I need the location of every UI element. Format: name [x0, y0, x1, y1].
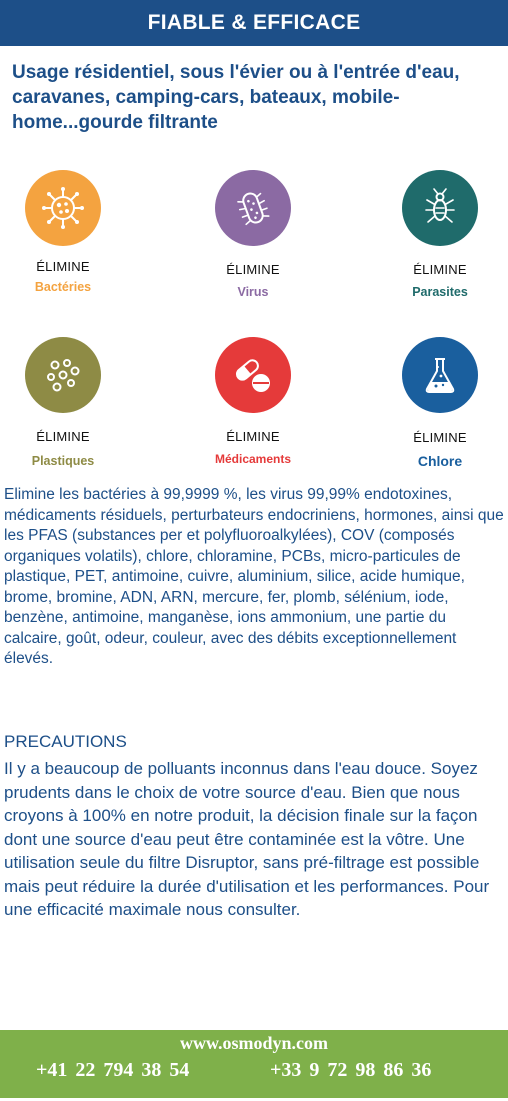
parasite-icon — [402, 170, 478, 246]
feature-elimine-label: ÉLIMINE — [226, 429, 280, 444]
feature-elimine-label: ÉLIMINE — [36, 259, 90, 274]
feature-elimine-label: ÉLIMINE — [413, 430, 467, 445]
precautions-title: PRECAUTIONS — [4, 732, 127, 751]
phone-switzerland[interactable]: +41 22 794 38 54 — [36, 1059, 190, 1081]
feature-elimine-label: ÉLIMINE — [226, 262, 280, 277]
feature-elimine-label: ÉLIMINE — [413, 262, 467, 277]
feature-name: Plastiques — [31, 454, 95, 468]
contact-footer — [0, 1030, 508, 1098]
microplastics-icon — [25, 337, 101, 413]
virus-icon — [215, 170, 291, 246]
page-header — [0, 0, 508, 46]
feature-parasites — [365, 170, 508, 299]
feature-name: Médicaments — [214, 452, 292, 466]
pills-icon — [215, 337, 291, 413]
phone-france[interactable]: +33 9 72 98 86 36 — [270, 1059, 432, 1081]
bacteria-icon — [25, 170, 101, 246]
feature-bacteries — [0, 170, 138, 294]
website-link[interactable]: www.osmodyn.com — [179, 1033, 328, 1053]
feature-name: Chlore — [417, 453, 463, 469]
flask-icon — [402, 337, 478, 413]
feature-name: Virus — [237, 285, 269, 299]
header-title: FIABLE & EFFICACE — [147, 11, 361, 34]
usage-subtitle: Usage résidentiel, sous l'évier ou à l'entrée d'eau, caravanes, camping-cars, bateaux, mobile-home...gourde filtrante — [12, 62, 460, 133]
description-paragraph: Elimine les bactéries à 99,9999 %, les virus 99,99% endotoxines, médicaments résiduels, perturbateurs endocriniens, hormones, ainsi que les PFAS (substances per et polyfluoroalkylées), COV (composés organiques volatils), chlore, chloramine, PCBs, micro-particules de plastique, PET, antimoine, cuivre, aluminium, silice, acide humique, brome, bromine, ADN, ARN, mercure, fer, plomb, sélénium, iode, benzène, antimoine, manganèse, ions ammonium, une partie du calcaire, goût, odeur, couleur, avec des débits exceptionnellement élevés. — [4, 486, 504, 667]
precautions-paragraph: Il y a beaucoup de polluants inconnus dans l'eau douce. Soyez prudents dans le choix de votre source d'eau. Bien que nous croyons à 100% en notre produit, la décision finale sur la façon dont une source d'eau peut être contaminée est la vôtre. Une utilisation seule du filtre Disruptor, sans pré-filtrage est possible mais peut réduire la durée d'utilisation et les performances. Pour une efficacité maximale nous consulter. — [4, 759, 490, 919]
feature-plastiques — [0, 337, 138, 468]
feature-name: Parasites — [412, 285, 468, 299]
feature-name: Bactéries — [34, 280, 92, 294]
feature-medicaments — [178, 337, 328, 466]
feature-elimine-label: ÉLIMINE — [36, 429, 90, 444]
feature-virus — [178, 170, 328, 299]
feature-chlore — [365, 337, 508, 469]
